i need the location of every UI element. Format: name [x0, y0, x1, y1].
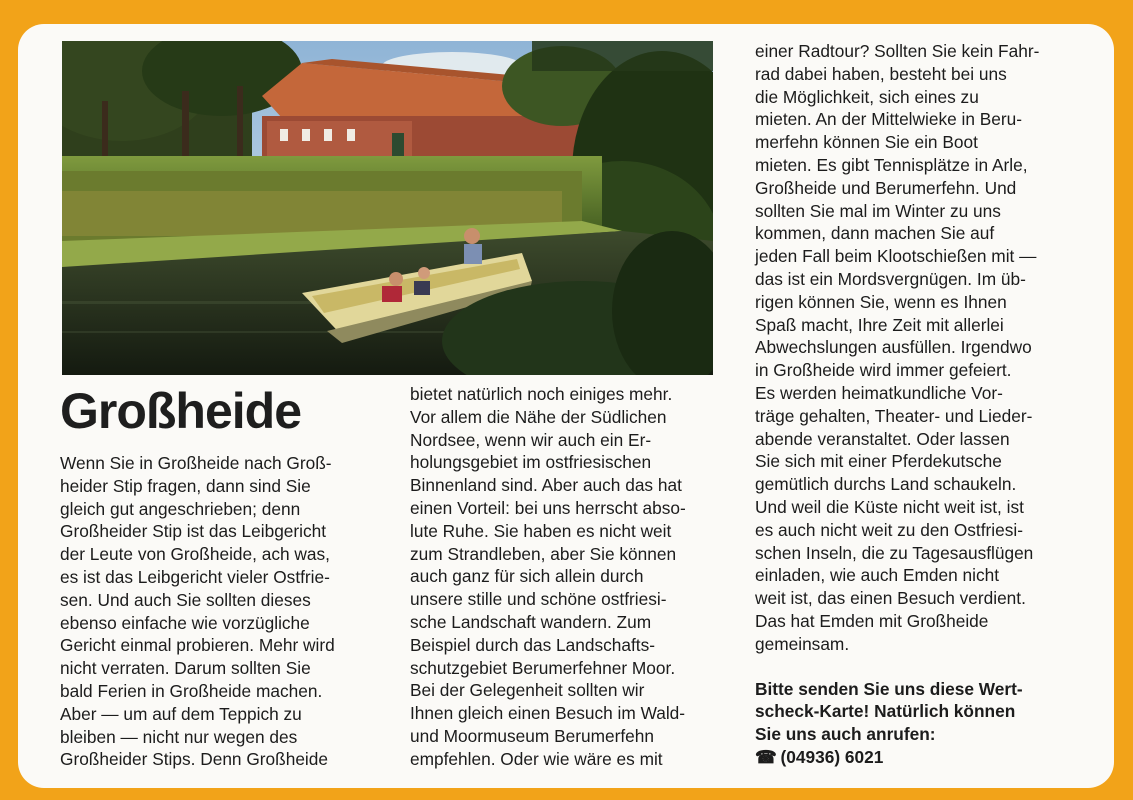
text-line: Es werden heimatkundliche Vor-	[755, 382, 1003, 403]
phone-number: (04936) 6021	[780, 746, 884, 767]
text-line: gemeinsam.	[755, 633, 850, 654]
text-line: gemütlich durchs Land schaukeln.	[755, 474, 1017, 495]
cta-line: scheck-Karte! Natürlich können	[755, 701, 1016, 722]
text-line: Bei der Gelegenheit sollten wir	[410, 680, 645, 701]
text-line: Ihnen gleich einen Besuch im Wald-	[410, 703, 686, 724]
text-line: schen Inseln, die zu Tagesausflügen	[755, 542, 1034, 563]
text-line: Wenn Sie in Großheide nach Groß-	[60, 453, 332, 473]
text-line: kommen, dann machen Sie auf	[755, 223, 995, 244]
text-line: es ist das Leibgericht vieler Ostfrie-	[60, 566, 330, 587]
text-line: bleiben — nicht nur wegen des	[60, 726, 298, 747]
text-line: in Großheide wird immer gefeiert.	[755, 360, 1012, 381]
text-line: der Leute von Großheide, ach was,	[60, 544, 330, 565]
text-line: sen. Und auch Sie sollten dieses	[60, 589, 311, 610]
text-line: heider Stip fragen, dann sind Sie	[60, 475, 311, 496]
text-line: Und weil die Küste nicht weit ist, ist	[755, 496, 1024, 517]
text-line: Großheide und Berumerfehn. Und	[755, 177, 1017, 198]
text-line: die Möglichkeit, sich eines zu	[755, 86, 979, 107]
text-column-1	[60, 452, 335, 771]
text-line: einladen, wie auch Emden nicht	[755, 565, 1000, 586]
text-line: Spaß macht, Ihre Zeit mit allerlei	[755, 314, 1004, 335]
text-line: rad dabei haben, besteht bei uns	[755, 63, 1007, 84]
text-line: holungsgebiet im ostfriesischen	[410, 452, 652, 473]
page-title: Großheide	[60, 383, 302, 439]
text-line: nicht verraten. Darum sollten Sie	[60, 658, 311, 679]
text-line: weit ist, das einen Besuch verdient.	[755, 588, 1026, 609]
text-line: sollten Sie mal im Winter zu uns	[755, 200, 1001, 221]
text-line: Nordsee, wenn wir auch ein Er-	[410, 429, 652, 450]
text-line: Vor allem die Nähe der Südlichen	[410, 406, 667, 427]
text-line: Sie sich mit einer Pferdekutsche	[755, 451, 1002, 472]
text-line: und Moormuseum Berumerfehn	[410, 725, 654, 746]
text-line: rigen können Sie, wenn es Ihnen	[755, 291, 1007, 312]
text-line: unsere stille und schöne ostfriesi-	[410, 589, 667, 610]
text-line: zum Strandleben, aber Sie können	[410, 543, 677, 564]
text-line: merfehn können Sie ein Boot	[755, 132, 978, 153]
text-line: abende veranstaltet. Oder lassen	[755, 428, 1010, 449]
text-line: bald Ferien in Großheide machen.	[60, 680, 323, 701]
text-line: es auch nicht weit zu den Ostfriesi-	[755, 519, 1023, 540]
phone-icon: ☎	[755, 746, 777, 767]
text-line: schutzgebiet Berumerfehner Moor.	[410, 657, 676, 678]
text-line: einen Vorteil: bei uns herrscht abso-	[410, 497, 686, 518]
text-line: Abwechslungen ausfüllen. Irgendwo	[755, 337, 1032, 358]
text-line: Großheider Stip ist das Leibgericht	[60, 521, 327, 542]
text-column-2	[410, 383, 686, 771]
text-line: mieten. Es gibt Tennisplätze in Arle,	[755, 154, 1028, 175]
phone-line	[755, 746, 1039, 769]
text-line: Binnenland sind. Aber auch das hat	[410, 475, 682, 496]
text-line: empfehlen. Oder wie wäre es mit	[410, 748, 663, 769]
text-line: Großheider Stips. Denn Großheide	[60, 749, 328, 770]
text-line: sche Landschaft wandern. Zum	[410, 611, 652, 632]
text-line: ebenso einfache wie vorzügliche	[60, 612, 310, 633]
cta-line: Bitte senden Sie uns diese Wert-	[755, 678, 1023, 699]
text-line: auch ganz für sich allein durch	[410, 566, 644, 587]
text-line: lute Ruhe. Sie haben es nicht weit	[410, 520, 672, 541]
cta-line: Sie uns auch anrufen:	[755, 724, 936, 745]
text-column-3	[755, 40, 1039, 769]
text-line: Beispiel durch das Landschafts-	[410, 634, 655, 655]
text-line: Aber — um auf dem Teppich zu	[60, 703, 302, 724]
call-to-action	[755, 678, 1039, 769]
text-line: träge gehalten, Theater- und Lieder-	[755, 405, 1033, 426]
landscape-photo	[62, 41, 713, 375]
text-line: Gericht einmal probieren. Mehr wird	[60, 635, 335, 656]
text-line: mieten. An der Mittelwieke in Beru-	[755, 109, 1023, 130]
text-line: jeden Fall beim Klootschießen mit —	[755, 246, 1037, 267]
text-line: gleich gut angeschrieben; denn	[60, 498, 301, 519]
text-line: bietet natürlich noch einiges mehr.	[410, 384, 673, 404]
text-line: einer Radtour? Sollten Sie kein Fahr-	[755, 41, 1040, 61]
text-line: Das hat Emden mit Großheide	[755, 610, 989, 631]
text-line: das ist ein Mordsvergnügen. Im üb-	[755, 268, 1026, 289]
